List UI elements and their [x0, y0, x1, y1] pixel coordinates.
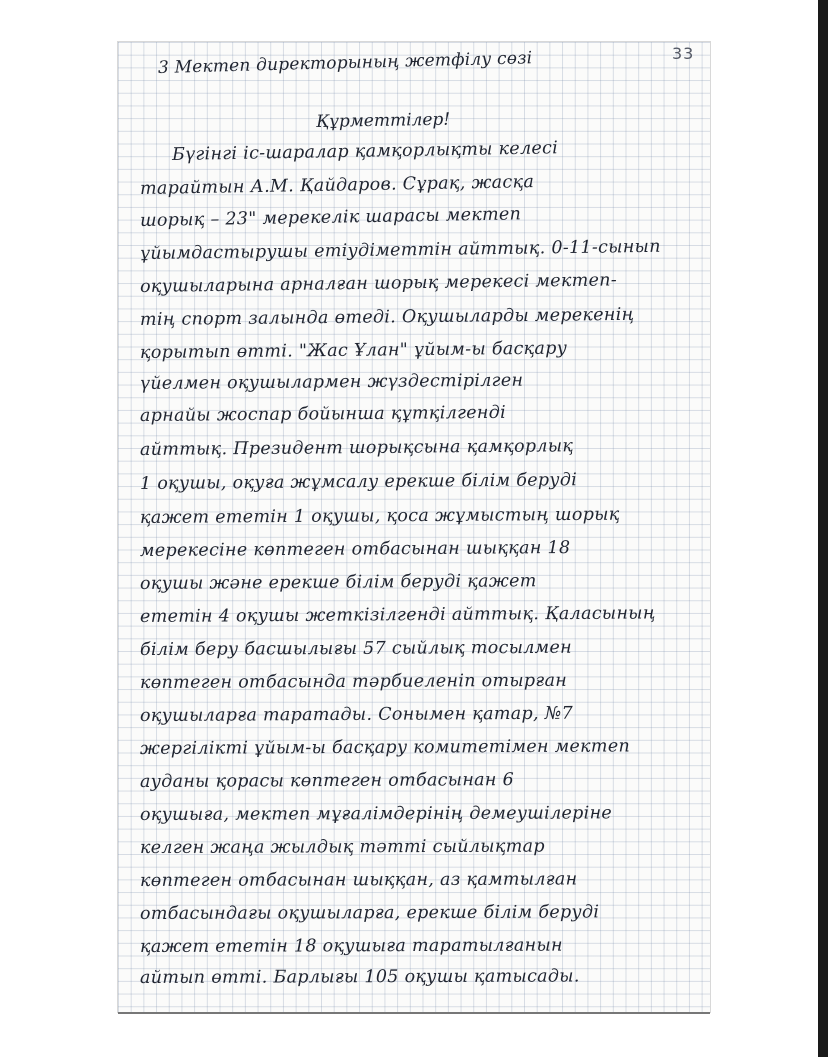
text-line: шорық – 23" мерекелік шарасы мектеп [139, 204, 522, 231]
text-line: оқушы және ерекше білім беруді қажет [139, 571, 537, 594]
text-line: ететін 4 оқушы жеткізілгенді айттық. Қаласының [139, 603, 656, 627]
text-line: ауданы қорасы көптеген отбасынан 6 [139, 770, 515, 792]
text-line: қажет ететін 1 оқушы, қоса жұмыстың шорық [139, 504, 620, 528]
text-line: ұйымдастырушы етіудіметтін айттық. 0-11-сынып [139, 236, 661, 264]
text-line: тің спорт залында өтеді. Оқушыларды мерекенің [139, 304, 635, 330]
text-line: арнайы жоспар бойынша құтқілгенді [139, 402, 507, 426]
text-line: көптеген отбасында тәрбиеленіп отырған [139, 670, 568, 693]
text-line: отбасындағы оқушыларға, ерекше білім беруді [139, 902, 600, 924]
page-number: 33 [672, 44, 695, 63]
text-line: жергілікті ұйым-ы басқару комитетімен мектеп [139, 736, 631, 759]
text-line: оқушыларына арналған шорық мерекесі мектеп- [139, 270, 618, 297]
text-line: қорытып өтті. "Жас Ұлан" ұйым-ы басқару [139, 338, 568, 363]
text-line: тарайтын А.М. Қайдаров. Сұрақ, жасқа [139, 172, 535, 199]
document-title: 3 Мектеп директорының жетфілу сөзі [157, 48, 533, 78]
text-line: үйелмен оқушылармен жүздестірілген [139, 370, 524, 394]
text-line: қажет ететін 18 оқушыға таратылғанын [139, 935, 563, 957]
text-line: 1 оқушы, оқуға жұмсалу ерекше білім беруді [139, 470, 578, 494]
text-line: мерекесіне көптеген отбасынан шыққан 18 [139, 537, 571, 561]
text-line: оқушыға, мектеп мұғалімдерінің демеушілеріне [139, 803, 613, 825]
text-line: айттық. Президент шорықсына қамқорлық [139, 436, 574, 460]
right-edge-shadow [818, 0, 828, 1057]
page-edge [118, 1012, 710, 1014]
text-line: көптеген отбасынан шыққан, аз қамтылған [139, 869, 578, 891]
text-line: оқушыларға таратады. Сонымен қатар, №7 [139, 703, 574, 726]
text-line: келген жаңа жылдық тәтті сыйлықтар [139, 836, 545, 858]
text-line: айтып өтті. Барлығы 105 оқушы қатысады. [139, 966, 580, 988]
greeting: Құрметтілер! [315, 109, 451, 132]
text-line: білім беру басшылығы 57 сыйлық тосылмен [139, 637, 573, 660]
text-line: Бүгінгі іс-шаралар қамқорлықты келесі [171, 138, 559, 165]
